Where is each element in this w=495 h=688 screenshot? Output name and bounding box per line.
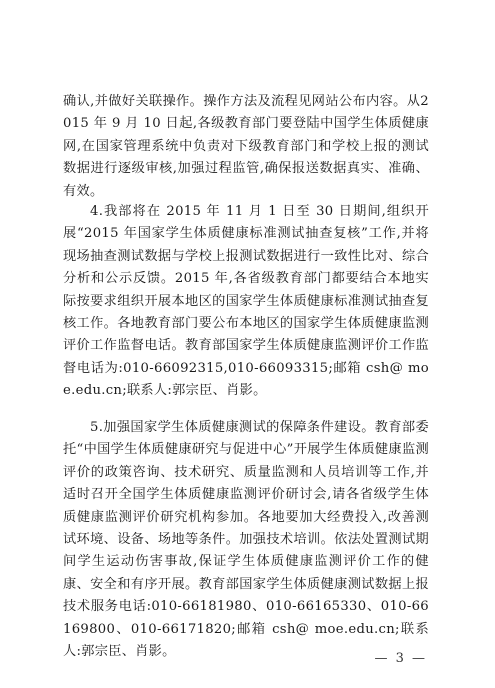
- page-number: — 3 —: [374, 651, 427, 666]
- paragraph-item-4: 4.我部将在 2015 年 11 月 1 日至 30 日期间,组织开展“2015 年国家学生体质健康标准测试抽查复核”工作,并将现场抽查测试数据与学校上报测试数据进行一致性比对、综合分析和公示反馈。2015 年,各省级教育部门都要结合本地实际按要求组织开展本地区的国家学生体质健康标准测试抽查复核工作。各地教育部门要公布本地区的国家学生体质健康监测评价工作监督电话。教育部国家学生体质健康监测评价工作监督电话为:010-66092315,010-66093315;邮箱 csh@ moe.edu.cn;联系人:郭宗臣、肖影。: [63, 204, 429, 399]
- paragraph-item-5: 5.加强国家学生体质健康测试的保障条件建设。教育部委托“中国学生体质健康研究与促进中心”开展学生体质健康监测评价的政策咨询、技术研究、质量监测和人员培训等工作,并适时召开全国学生体质健康监测评价研讨会,请各省级学生体质健康监测评价研究机构参加。各地要加大经费投入,改善测试环境、设备、场地等条件。加强技术培训。依法处置测试期间学生运动伤害事故,保证学生体质健康监测评价工作的健康、安全和有序开展。教育部国家学生体质健康测试数据上报技术服务电话:010-66181980、010-66165330、010-66169800、010-66171820;邮箱 csh@ moe.edu.cn;联系人:郭宗臣、肖影。: [63, 420, 429, 660]
- paragraph-continuation: 确认,并做好关联操作。操作方法及流程见网站公布内容。从2015 年 9 月 10 日起,各级教育部门要登陆中国学生体质健康网,在国家管理系统中负责对下级教育部门和学校上报的测试数据进行逐级审核,加强过程监管,确保报送数据真实、准确、有效。: [63, 94, 429, 199]
